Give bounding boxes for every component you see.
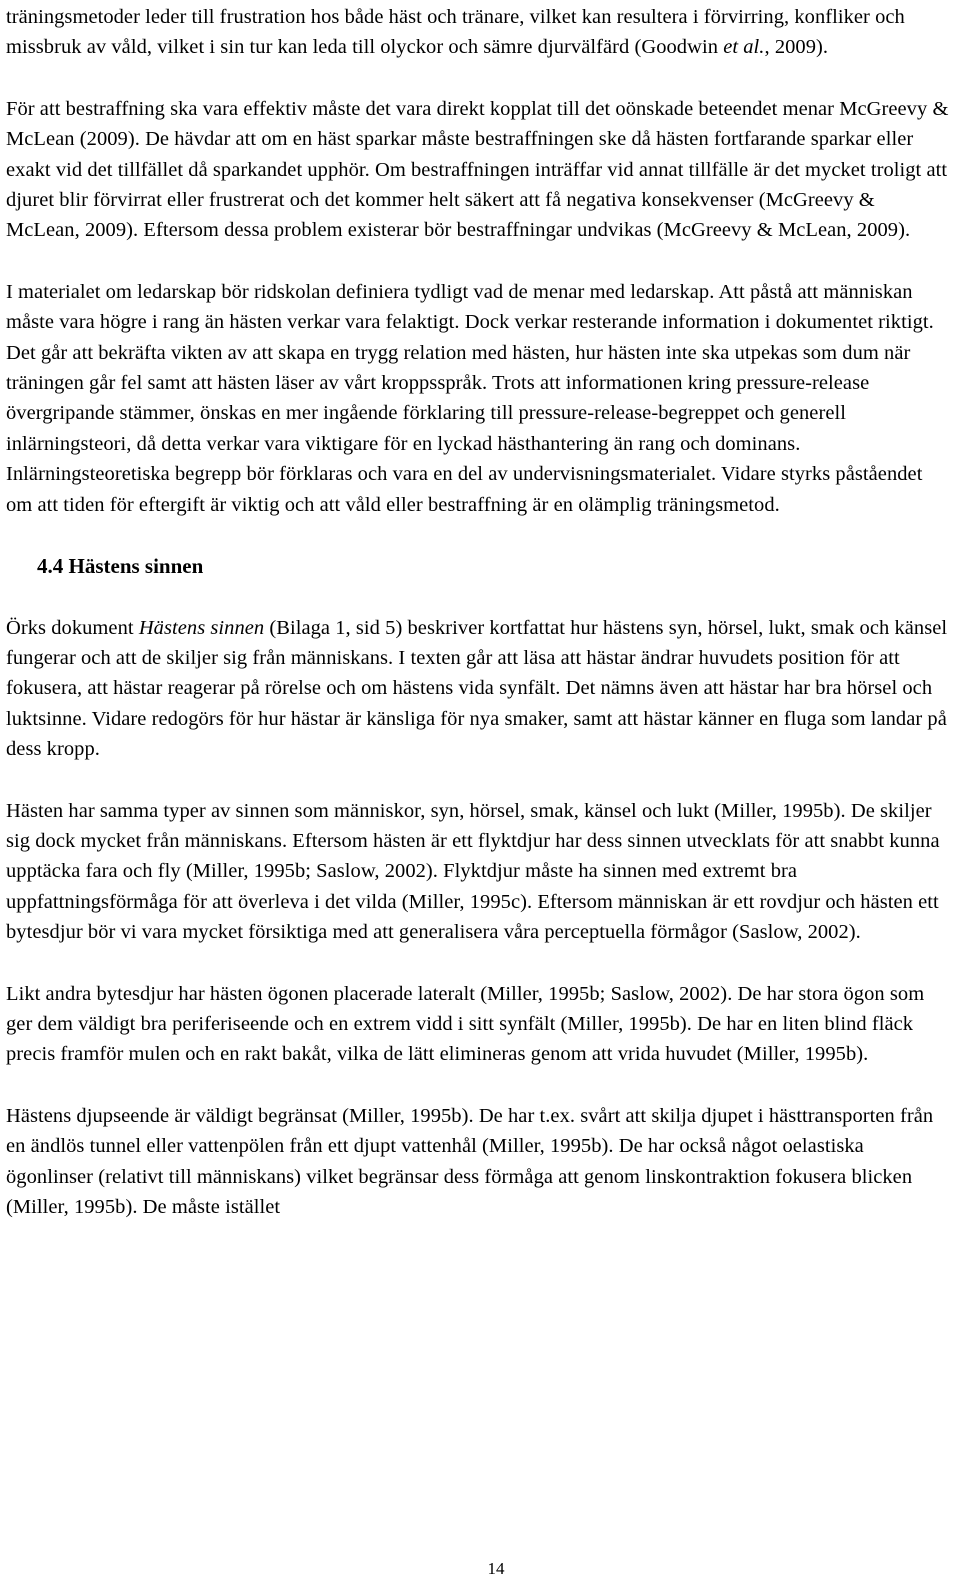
- italic-text: et al.: [723, 36, 765, 59]
- paragraph-text: träningsmetoder leder till frustration hos både häst och tränare, vilket kan resultera i förvirring, konfliker och missbruk av våld, vilket i sin tur kan leda till olyckor och sämre djurvälfärd (Goodwin: [6, 6, 905, 59]
- paragraph-ledarskap: I materialet om ledarskap bör ridskolan definiera tydligt vad de menar med ledarskap. Att påstå att människan måste vara högre i rang än hästen verkar vara felaktigt. Dock verkar resterande information i dokumentet riktigt. Det går att bekräfta vikten av att skapa en trygg relation med hästen, hur hästen inte ska utpekas som dum när träningen går fel samt att hästen läser av vårt kroppsspråk. Trots att informationen kring pressure-release övergripande stämmer, önskas en mer ingående förklaring till pressure-release-begreppet och generell inlärningsteori, då detta verkar vara viktigare för en lyckad hästhantering än rang och dominans. Inlärningsteoretiska begrepp bör förklaras och vara en del av undervisningsmaterialet. Vidare styrks påståendet om att tiden för eftergift är viktig och att våld eller bestraffning är en olämplig träningsmetod.: [6, 280, 934, 516]
- page-number: [0, 1557, 960, 1581]
- section-heading: 4.4 Hästens sinnen: [37, 554, 204, 579]
- paragraph-text-end: , 2009).: [764, 36, 829, 59]
- paragraph-text-end: (Bilaga 1, sid 5) beskriver kortfattat hur hästens syn, hörsel, lukt, smak och känsel fungerar och att de skiljer sig från människans. I texten går att läsa att hästar ändrar huvudets position för att fokusera, att hästar reagerar på rörelse och om hästens vida synfält. Det nämns även att hästar har bra hörsel och luktsinne. Vidare redogörs för hur hästar är känsliga för nya smaker, samt att hästar känner en fluga som landar på dess kropp.: [6, 616, 948, 761]
- paragraph-gap: [6, 948, 952, 979]
- paragraph-bestraffning: För att bestraffning ska vara effektiv måste det vara direkt kopplat till det oönskade beteendet menar McGreevy & McLean (2009). De hävdar att om en häst sparkar måste bestraffningen ske då hästen fortfarande sparkar eller exakt vid det tillfället då sparkandet upphör. Om bestraffningen inträffar vid annat tillfälle är det mycket troligt att djuret blir förvirrat eller frustrerat och det kommer helt säkert att få negativa konsekvenser (McGreevy & McLean, 2009). Eftersom dessa problem existerar bör bestraffningar undvikas (McGreevy & McLean, 2009).: [6, 97, 949, 242]
- paragraph-djupseende: Hästens djupseende är väldigt begränsat (Miller, 1995b). De har t.ex. svårt att skilja djupet i hästtransporten från en ändlös tunnel eller vattenpölen från ett djupt vattenhål (Miller, 1995b). De har också något oelastiska ögonlinser (relativt till människans) vilket begränsar dess förmåga att genom linskontraktion fokusera blicken (Miller, 1995b). De måste istället: [6, 1104, 934, 1218]
- paragraph-goodwin: [6, 2, 952, 63]
- paragraph-ogon: Likt andra bytesdjur har hästen ögonen placerade lateralt (Miller, 1995b; Saslow, 2002). De har stora ögon som ger dem väldigt bra periferiseende och en extrem vidd i sitt synfält (Miller, 1995b). De har en liten blind fläck precis framför mulen och en rakt bakåt, vilka de lätt elimineras genom att vrida huvudet (Miller, 1995b).: [6, 982, 925, 1066]
- paragraph-gap: [6, 63, 952, 94]
- paragraph-gap: [6, 765, 952, 796]
- paragraph-orks-dokument: [6, 613, 952, 765]
- paragraph-text: Örks dokument: [6, 616, 139, 639]
- document-page: [6, 2, 952, 1222]
- paragraph-gap: [6, 246, 952, 277]
- paragraph-sinnen: Hästen har samma typer av sinnen som människor, syn, hörsel, smak, känsel och lukt (Miller, 1995b). De skiljer sig dock mycket från människans. Eftersom hästen är ett flyktdjur har dess sinnen utvecklats för att snabbt kunna upptäcka fara och fly (Miller, 1995b; Saslow, 2002). Flyktdjur måste ha sinnen med extremt bra uppfattningsförmåga för att överleva i det vilda (Miller, 1995c). Eftersom människan är ett rovdjur och hästen ett bytesdjur bör vi vara mycket försiktiga med att generalisera våra perceptuella förmågor (Saslow, 2002).: [6, 799, 940, 944]
- paragraph-gap: [6, 582, 952, 613]
- paragraph-gap: [6, 1070, 952, 1101]
- italic-title: Hästens sinnen: [138, 616, 265, 639]
- paragraph-gap: [6, 520, 952, 551]
- page-number-text: 14: [487, 1559, 505, 1578]
